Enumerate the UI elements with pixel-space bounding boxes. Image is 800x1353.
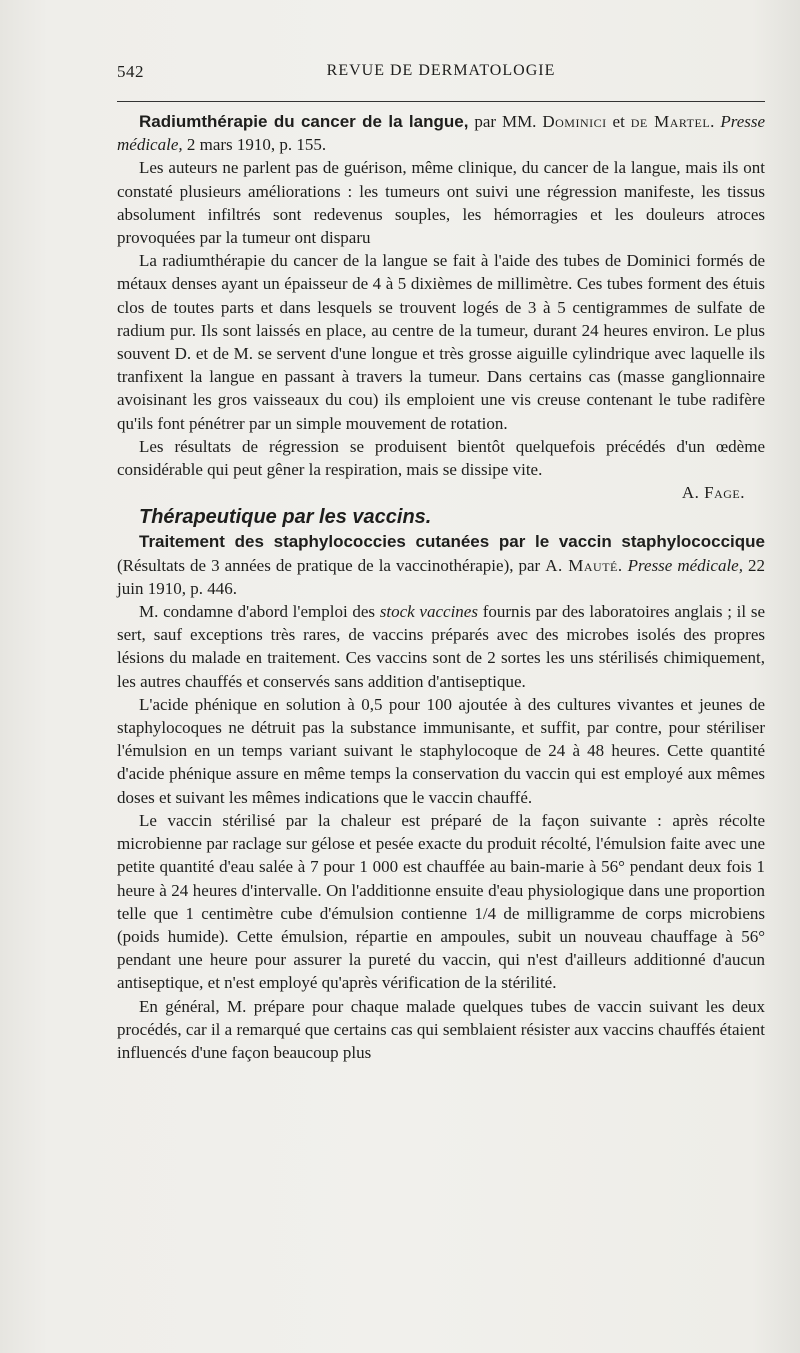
article2-heading [117,530,765,600]
article1-heading: Radiumthérapie du cancer de la langue, par MM. Dominici et de Martel. Presse médicale, 2 mars 1910, p. 155. [117,112,766,155]
article-body [117,110,765,1064]
article1-and: et [612,112,625,131]
article2-subtitle: (Résultats de 3 années de pratique de la vaccinothérapie), par [117,555,541,575]
page-number: 542 [117,62,144,81]
section-title: Thérapeutique par les vaccins. [139,506,432,529]
running-title: REVUE DE DERMATOLOGIE [326,62,556,79]
article1-paragraph: Les auteurs ne parlent pas de guérison, même clinique, du cancer de la langue, mais ils ont constaté plusieurs améliorations : les tumeurs ont suivi une régression manifeste, les tissus absolument infiltrés sont redevenus souples, les hémorragies et les douleurs atroces provoquées par la tumeur ont disparu [117,158,765,248]
article2-p1-italic: stock vaccines [379,602,478,622]
article1-date: 2 mars 1910, p. 155. [186,135,327,155]
article1-author2: de Martel [630,112,711,131]
article1-authors-prefix: par MM. [474,112,537,131]
article1-paragraph: Les résultats de régression se produisent bientôt quelquefois précédés d'un œdème considérable qui peut gêner la respiration, mais se dissipe vite. [117,436,765,480]
header-rule [117,101,765,102]
article2-paragraph [117,600,765,693]
article2-date: 22 juin 1910, p. 446. [117,555,765,598]
article1-journal: Presse médicale, [117,112,766,155]
article1-author1: Dominici [542,112,607,131]
article2-author: A. Mauté. [545,555,623,575]
article2-title: Traitement des staphylococcies cutanées par le vaccin staphylococcique [139,532,765,552]
article1-signature: A. Fage. [681,483,745,503]
page-header [117,62,765,88]
article1-paragraph: La radiumthérapie du cancer de la langue se fait à l'aide des tubes de Dominici formés de métaux denses ayant un épaisseur de 4 à 5 dixièmes de millimètre. Ces tubes forment des étuis clos de toutes parts et dans lesquels se trouvent logés de 3 à 5 centigrammes de sulfate de radium pur. Ils sont laissés en place, au centre de la tumeur, durant 24 heures environ. Le plus souvent D. et de M. se servent d'une longue et très grosse aiguille cylindrique avec laquelle ils tranfixent la langue en passant à travers la tumeur. Dans certains cas (masse ganglionnaire avoisinant les gros vaisseaux du cou) ils emploient une vis creuse contenant le tube radifère qu'ils font pénétrer par un simple mouvement de rotation. [117,251,765,433]
article2-paragraph: Le vaccin stérilisé par la chaleur est préparé de la façon suivante : après récolte microbienne par raclage sur gélose et pesée exacte du produit récolté, l'émulsion faite avec une petite quantité d'eau salée à 7 pour 1 000 est chauffée au bain-marie à 56° pendant deux fois 1 heure à 24 heures d'intervalle. On l'additionne ensuite d'eau physiologique dans une proportion telle que 1 centimètre cube d'émulsion contienne 1/4 de milligramme de corps microbiens (poids humide). Cette émulsion, répartie en ampoules, subit un nouveau chauffage à 56° pendant une heure pour assurer la pureté du vaccin, qui n'est d'ailleurs additionné d'aucun antiseptique, et n'est employé qu'après vérification de la stérilité. [117,810,765,993]
article2-p1-after: fournis par des laboratoires anglais ; il se sert, sauf exceptions très rares, de vaccins préparés avec des microbes isolés des propres lésions du malade en traitement. Ces vaccins sont de 2 sortes les uns stérilisés chimiquement, les autres chauffés et conservés sans addition d'antiseptique. [117,602,766,691]
article2-journal: Presse médicale, [627,555,743,575]
article1-title: Radiumthérapie du cancer de la langue, [139,112,469,131]
article2-p1-before: M. condamne d'abord l'emploi des [139,602,376,622]
article2-paragraph: En général, M. prépare pour chaque malade quelques tubes de vaccin suivant les deux procédés, car il a remarqué que certains cas qui semblaient résister aux vaccins chauffés étaient influencés d'une façon beaucoup plus [117,996,765,1062]
article2-paragraph: L'acide phénique en solution à 0,5 pour 100 ajoutée à des cultures vivantes et jeunes de staphylocoques ne détruit pas la substance immunisante, et suffit, par contre, pour stériliser l'émulsion en un temps variant suivant le staphylocoque de 24 à 48 heures. Cette quantité d'acide phénique assure en même temps la conservation du vaccin qui est employé aux mêmes doses et suivant les mêmes indications que le vaccin chauffé. [117,694,765,807]
